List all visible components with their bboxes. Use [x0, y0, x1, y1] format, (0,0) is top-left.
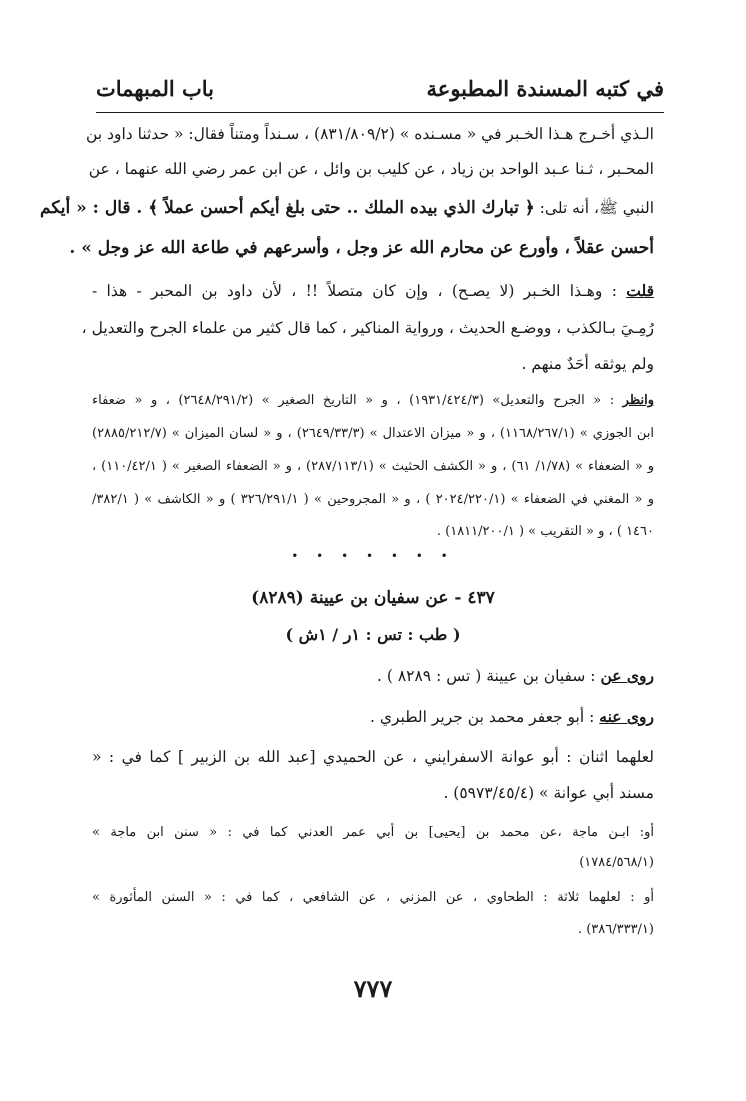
entry-title: ٤٣٧ - عن سفيان بن عيينة (٨٢٨٩) [251, 588, 495, 608]
page-number: ٧٧٧ [353, 974, 393, 1003]
para2-line-1-text: : وهـذا الخـبر (لا يصـح) ، وإن كان متصلاً !! ، لأن داود بن المحبر - هذا - [92, 282, 617, 300]
refs-line-1 [92, 390, 654, 412]
running-header [96, 72, 664, 113]
candidate-line-1: لعلهما اثنان : أبو عوانة الاسفرايني ، عن الحميدي [عبد الله بن الزبير ] كما في : « [92, 748, 654, 766]
para1-line-2: المحـبر ، ثـنا عـبد الواحد بن زياد ، عن كليب بن وائل ، عن ابن عمر رضي الله عنهما ، عن [88, 160, 654, 178]
riwaya-an-label: روى عن [600, 666, 654, 685]
refs-line-1-text: : « الجرح والتعديل» (١٩٣١/٤٢٤/٣) ، و « التاريخ الصغير » (٢٦٤٨/٢٩١/٢) ، و « ضعفاء [92, 393, 615, 408]
quran-quote: ﴿ تبارك الذي بيده الملك .. حتى بلغ أيكم أحسن عملاً ﴾ . قال : « أيكم [40, 198, 535, 218]
riwaya-anhu-label: روى عنه [599, 707, 654, 726]
unzur-label: وانظر [622, 393, 654, 408]
riwaya-anhu-text: : أبو جعفر محمد بن جرير الطبري . [369, 708, 595, 726]
candidate-line-5: أو : لعلهما ثلاثة : الطحاوي ، عن المزني ، عن الشافعي ، كما في : « السنن المأثورة » [92, 890, 654, 905]
candidate-line-6: (٣٨٦/٣٣٣/١) . [577, 922, 654, 937]
para1-line-3-start: النبي ﷺ، أنه تلى: [539, 199, 654, 217]
refs-line-4: و « المغني في الضعفاء » (٢٠٢٤/٢٢٠/١ ) ، و « المجروحين » ( ٣٢٦/٢٩١/١ ) و « الكاشف » ( ٣٨٢/١/ [92, 492, 654, 507]
refs-line-5: ١٤٦٠ ) ، و « التقريب » ( ١٨١١/٢٠٠/١) . [436, 524, 654, 539]
candidate-line-4: (١٧٨٤/٥٦٨/١) [579, 855, 654, 870]
header-title-left: باب المبهمات [96, 76, 215, 101]
entry-codes: ( طب : تس : ١ر / ١ش ) [285, 625, 461, 644]
para1-line-1: الـذي أخـرج هـذا الخـبر في « مسـنده » (٨٣١/٨٠٩/٢) ، سـنداً ومتناً فقال: « حدثنا داود بن [86, 125, 654, 143]
riwaya-an-line [92, 665, 654, 687]
para2-line-2: رُمِـيَ بـالكذب ، ووضـع الحديث ، ورواية المناكير ، كما قال كثير من علماء الجرح والتعديل ، [81, 319, 654, 337]
qultu-label: قلت [626, 281, 654, 300]
header-title-right: في كتبه المسندة المطبوعة [426, 76, 664, 101]
para1-line-4: أحسن عقلاً ، وأورع عن محارم الله عز وجل ، وأسرعهم في طاعة الله عز وجل » . [69, 238, 654, 258]
refs-line-2: ابن الجوزي » (١١٦٨/٢٦٧/١) ، و « ميزان الاعتدال » (٢٦٤٩/٣٣/٣) ، و « لسان الميزان » (٢٨٨٥/٢١٢/٧) [92, 426, 655, 441]
candidate-line-3: أو: ابـن ماجة ،عن محمد بن [يحيى] بن أبي عمر العدني كما في : « سنن ابن ماجة » [92, 825, 654, 840]
riwaya-an-text: : سفيان بن عيينة ( تس : ٨٢٨٩ ) . [377, 667, 596, 685]
para1-line-3 [40, 197, 654, 219]
para2-line-1 [92, 280, 654, 302]
riwaya-anhu-line [92, 706, 654, 728]
section-separator: • • • • • • • [291, 549, 455, 563]
refs-line-3: و « الضعفاء » (١/٧٨/ ٦١) ، و « الكشف الحثيث » (٢٨٧/١١٣/١) ، و « الضعفاء الصغير » ( ١١٠/٤٢/١) ، [92, 459, 654, 474]
para2-line-3: ولم يوثقه أحَدٌ منهم . [521, 355, 654, 373]
candidate-line-2: مسند أبي عوانة » (٥٩٧٣/٤٥/٤) . [443, 784, 654, 802]
